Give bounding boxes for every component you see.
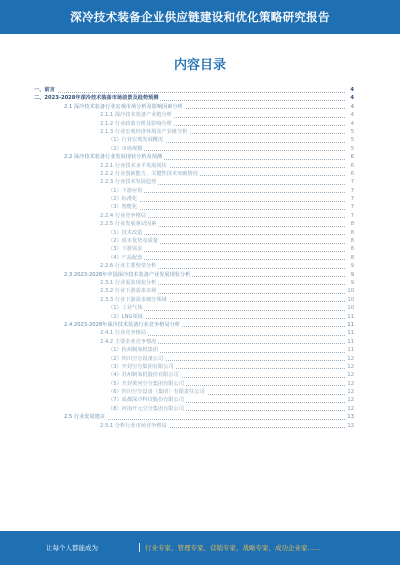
- toc-entry-title: 二、2023-2028年深冷技术装备市场前景及趋势预测: [34, 95, 159, 102]
- toc-entry-title: （1）下游应用: [108, 187, 143, 194]
- toc-entry[interactable]: [34, 111, 354, 119]
- toc-page-number: 9: [350, 271, 354, 278]
- toc-page-number: 11: [347, 313, 354, 320]
- toc-entry[interactable]: [34, 313, 354, 321]
- footer-divider: [139, 543, 140, 552]
- toc-entry-title: 2.2.4 行业竞争格局: [100, 212, 146, 219]
- toc-entry-title: 2.4 2023-2028年深冷技术装备行业竞争格局分析: [64, 321, 180, 328]
- toc-leader-dots: [34, 92, 345, 93]
- toc-entry[interactable]: [34, 203, 354, 211]
- toc-page-number: 7: [350, 204, 354, 211]
- toc-page-number: 10: [347, 305, 354, 312]
- toc-leader-dots: [108, 201, 345, 202]
- toc-entry-title: （2）市场规模: [108, 145, 143, 152]
- toc-entry[interactable]: [34, 363, 354, 371]
- footer-bar: [0, 531, 400, 565]
- toc-page-number: 8: [350, 238, 354, 245]
- toc-heading: 内容目录: [173, 58, 226, 73]
- toc-page-number: 12: [347, 380, 354, 387]
- toc-entry[interactable]: [34, 220, 354, 228]
- toc-entry-title: 2.2 深冷技术装备行业发展现状分析及预测: [64, 154, 163, 161]
- toc-page-number: 12: [347, 405, 354, 412]
- toc-entry[interactable]: [34, 254, 354, 262]
- toc-page-number: 6: [350, 154, 354, 161]
- report-title: 深冷技术装备企业供应链建设和优化策略研究报告: [70, 10, 330, 24]
- footer-lead: 让每个人都能成为: [46, 544, 98, 552]
- toc-entry[interactable]: [34, 413, 354, 421]
- toc-entry-title: 2.1.1 深冷技术装备产业链分析: [100, 112, 172, 119]
- toc-entry[interactable]: [34, 178, 354, 186]
- toc-entry[interactable]: [34, 271, 354, 279]
- toc-page-number: 11: [347, 321, 354, 328]
- toc-entry-title: （2）四川空分设备公司: [108, 355, 164, 362]
- toc-entry[interactable]: [34, 237, 354, 245]
- toc-entry[interactable]: [34, 262, 354, 270]
- toc-entry-title: （3）开封空分集团有限公司: [108, 363, 174, 370]
- toc-entry-title: （4）苏州制氧机股份有限公司: [108, 372, 179, 379]
- toc-page-number: 12: [347, 372, 354, 379]
- toc-entry[interactable]: [34, 162, 354, 170]
- toc-page-number: 5: [350, 137, 354, 144]
- toc-page-number: 8: [350, 254, 354, 261]
- toc-entry-title: （2）成本优势及质量: [108, 238, 158, 245]
- toc-entry-title: 2.1.2 行业政策分析及影响分析: [100, 120, 172, 127]
- toc-entry[interactable]: [34, 212, 354, 220]
- toc-entry-title: 2.1.3 行业宏观经济环境及产业链分析: [100, 128, 188, 135]
- toc-page-number: 11: [347, 330, 354, 337]
- toc-page-number: 13: [347, 422, 354, 429]
- toc-entry[interactable]: [34, 396, 354, 404]
- toc-entry[interactable]: [34, 120, 354, 128]
- toc-page-number: 7: [350, 179, 354, 186]
- toc-entry[interactable]: [34, 103, 354, 111]
- toc-page-number: 11: [347, 347, 354, 354]
- toc-entry-title: 2.4.2 主要企业竞争情况: [100, 338, 157, 345]
- toc-entry-title: （7）成都深冷科技股份有限公司: [108, 397, 184, 404]
- toc-entry-title: （6）四川空分设备（集团）有限责任公司: [108, 389, 205, 396]
- toc-entry[interactable]: [34, 304, 354, 312]
- toc-entry[interactable]: [34, 422, 354, 430]
- toc-entry[interactable]: [34, 145, 354, 153]
- toc-page-number: 9: [350, 279, 354, 286]
- toc-entry[interactable]: [34, 380, 354, 388]
- toc-entry[interactable]: [34, 153, 354, 161]
- toc-page-number: 4: [350, 120, 354, 127]
- toc-entry-title: 2.3.1 行业需求现状分析: [100, 279, 157, 286]
- toc-entry-title: 2.5.1 分析行业市场竞争格局: [100, 422, 167, 429]
- toc-page-number: 12: [347, 389, 354, 396]
- toc-entry-title: 一、前言: [34, 87, 55, 93]
- toc-entry[interactable]: [34, 329, 354, 337]
- toc-entry[interactable]: [34, 245, 354, 253]
- toc-entry-title: 2.2.2 行业创新能力、关键性技术突破情况: [100, 170, 198, 177]
- toc-entry[interactable]: [34, 287, 354, 295]
- toc-entry-title: （5）开封黄河空分集团有限公司: [108, 380, 184, 387]
- toc-entry-title: 2.2.6 行业主要壁垒分析: [100, 263, 157, 270]
- toc-page-number: 11: [347, 338, 354, 345]
- toc-entry[interactable]: [34, 346, 354, 354]
- toc-entry-title: （4）产品配套: [108, 254, 143, 261]
- toc-page-number: 8: [350, 221, 354, 228]
- toc-page-number: 7: [350, 187, 354, 194]
- toc-entry-title: 2.4.1 行业竞争格局: [100, 330, 146, 337]
- toc-entry-title: （2）标准化: [108, 196, 138, 203]
- toc-entry[interactable]: [34, 136, 354, 144]
- toc-entry-title: 2.3 2023-2028年中国深冷技术装备产业发展现状分析: [64, 271, 191, 278]
- toc-entry[interactable]: [34, 170, 354, 178]
- toc-page-number: 5: [350, 145, 354, 152]
- toc-entry-title: 2.5 行业发展建议: [64, 414, 106, 421]
- toc-entry[interactable]: [34, 355, 354, 363]
- toc-page-number: 6: [350, 170, 354, 177]
- toc-entry[interactable]: [34, 187, 354, 195]
- toc-entry-title: （3）智能化: [108, 204, 138, 211]
- toc-entry-title: （2）LNG领域: [108, 313, 143, 320]
- toc-entry-title: （1）行业宏观发展概况: [108, 137, 164, 144]
- toc-page-number: 12: [347, 355, 354, 362]
- toc-entry-title: （1）杭州制氧机集团: [108, 347, 158, 354]
- toc-entry-title: 2.2.1 行业技术水平发展现状: [100, 162, 167, 169]
- toc-page-number: 4: [350, 95, 354, 102]
- header-bar: [0, 0, 400, 34]
- toc-entry-title: 2.3.3 行业下游需求细分领域: [100, 296, 167, 303]
- toc-entry-title: 2.2.3 行业技术发展趋势: [100, 179, 157, 186]
- toc-entry[interactable]: [34, 229, 354, 237]
- toc-entry[interactable]: [34, 338, 354, 346]
- toc-page-number: 10: [347, 296, 354, 303]
- toc-entry-title: 2.2.5 行业发展驱动因素: [100, 221, 157, 228]
- toc-entry[interactable]: [34, 195, 354, 203]
- toc-entry[interactable]: [34, 388, 354, 396]
- toc-entry-title: 2.3.2 行业下游需求市场: [100, 288, 157, 295]
- toc-entry-title: （3）下游需求: [108, 246, 143, 253]
- toc-page-number: 6: [350, 162, 354, 169]
- toc-entry[interactable]: [34, 279, 354, 287]
- toc-entry[interactable]: [34, 371, 354, 379]
- toc-entry-title: （8）河南开元空分集团有限公司: [108, 405, 184, 412]
- toc-leader-dots: [108, 209, 345, 210]
- toc-entry[interactable]: [34, 128, 354, 136]
- toc-page-number: 9: [350, 263, 354, 270]
- toc-entry[interactable]: [34, 94, 354, 102]
- table-of-contents: [34, 86, 354, 430]
- toc-entry-title: （1）技术改造: [108, 229, 143, 236]
- toc-page-number: 7: [350, 196, 354, 203]
- toc-page-number: 5: [350, 128, 354, 135]
- toc-entry[interactable]: [34, 296, 354, 304]
- toc-page-number: 8: [350, 246, 354, 253]
- footer-roles: 行业专家、管理专家、营销专家、战略专家、成功企业家……: [145, 544, 321, 552]
- toc-page-number: 8: [350, 229, 354, 236]
- toc-page-number: 4: [350, 103, 354, 110]
- toc-page-number: 12: [347, 363, 354, 370]
- toc-entry-title: （1）工业气体: [108, 305, 143, 312]
- toc-page-number: 7: [350, 212, 354, 219]
- toc-page-number: 4: [350, 87, 354, 93]
- toc-page-number: 12: [347, 397, 354, 404]
- toc-page-number: 10: [347, 288, 354, 295]
- toc-page-number: 13: [347, 414, 354, 421]
- toc-page-number: 4: [350, 112, 354, 119]
- toc-entry[interactable]: [34, 405, 354, 413]
- toc-entry[interactable]: [34, 321, 354, 329]
- toc-entry-title: 2.1 深冷技术装备行业宏观市场分析及影响因素分析: [64, 103, 183, 110]
- toc-entry[interactable]: [34, 86, 354, 94]
